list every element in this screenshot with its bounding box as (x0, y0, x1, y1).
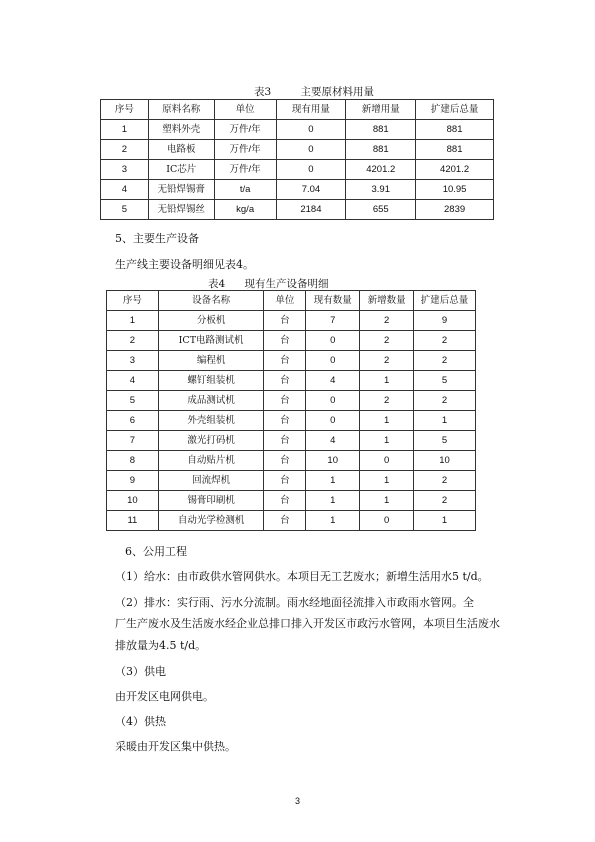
table-cell: 塑料外壳 (148, 120, 214, 140)
table-cell: 台 (264, 451, 306, 471)
table-cell: 台 (264, 331, 306, 351)
table-cell: 螺钉组装机 (158, 371, 264, 391)
section5-intro: 生产线主要设备明细见表4。 (115, 258, 254, 271)
table-cell: 5 (107, 391, 159, 411)
drainage-text-line2: 厂生产废水及生活废水经企业总排口排入开发区市政污水管网，本项目生活废水 (115, 617, 500, 630)
table3-caption-id: 表3 (254, 86, 272, 98)
table-cell: 2 (107, 331, 159, 351)
table-cell: 台 (264, 491, 306, 511)
table-cell: 锡膏印刷机 (158, 491, 264, 511)
table-row (107, 331, 476, 351)
table-cell: 2 (414, 491, 476, 511)
table-cell: 2 (101, 140, 149, 160)
table-header-row (101, 100, 494, 120)
table-cell: 5 (414, 431, 476, 451)
table-cell: 10 (107, 491, 159, 511)
table-cell: ICT电路测试机 (158, 331, 264, 351)
table-cell: 9 (107, 471, 159, 491)
drainage-text-line1: （2）排水：实行雨、污水分流制。雨水经地面径流排入市政雨水管网。全 (115, 596, 474, 609)
page-number: 3 (294, 796, 300, 806)
table-cell: 台 (264, 511, 306, 531)
table-cell: 编程机 (158, 351, 264, 371)
table-cell: 电路板 (148, 140, 214, 160)
table-cell: 无铅焊锡丝 (148, 200, 214, 220)
column-header: 单位 (264, 291, 306, 311)
table-cell: 881 (416, 120, 494, 140)
table-cell: 分板机 (158, 311, 264, 331)
column-header: 设备名称 (158, 291, 264, 311)
table-cell: 1 (306, 471, 360, 491)
table-row (101, 140, 494, 160)
table-cell: 10.95 (416, 180, 494, 200)
water-supply-text: （1）给水：由市政供水管网供水。本项目无工艺废水；新增生活用水5 t/d。 (115, 570, 489, 583)
table4-body (107, 291, 476, 531)
column-header: 新增数量 (360, 291, 414, 311)
table-cell: 回流焊机 (158, 471, 264, 491)
column-header: 原料名称 (148, 100, 214, 120)
table-cell: 激光打码机 (158, 431, 264, 451)
table-cell: 台 (264, 371, 306, 391)
table-cell: 2839 (416, 200, 494, 220)
table-cell: 2 (414, 351, 476, 371)
table-cell: 台 (264, 411, 306, 431)
table-cell: 2 (360, 331, 414, 351)
table-cell: 台 (264, 391, 306, 411)
table-cell: 8 (107, 451, 159, 471)
table-cell: 4201.2 (346, 160, 416, 180)
table-cell: 3.91 (346, 180, 416, 200)
column-header: 现有数量 (306, 291, 360, 311)
table-cell: 1 (107, 311, 159, 331)
column-header: 现有用量 (276, 100, 346, 120)
table-cell: 0 (276, 140, 346, 160)
table-cell: 3 (107, 351, 159, 371)
table-cell: 2 (414, 331, 476, 351)
table-cell: 2 (360, 351, 414, 371)
table-cell: 2 (414, 471, 476, 491)
table-cell: IC芯片 (148, 160, 214, 180)
heating-text: 采暖由开发区集中供热。 (115, 740, 236, 753)
table-cell: 655 (346, 200, 416, 220)
heating-heading: （4）供热 (115, 715, 166, 728)
table-cell: 1 (414, 511, 476, 531)
table-cell: 1 (360, 431, 414, 451)
table-cell: 1 (360, 411, 414, 431)
table3-caption (254, 84, 374, 99)
table-cell: 自动贴片机 (158, 451, 264, 471)
column-header: 新增用量 (346, 100, 416, 120)
table-cell: 0 (306, 391, 360, 411)
table-row (107, 491, 476, 511)
table-row (107, 471, 476, 491)
table-cell: 0 (306, 411, 360, 431)
drainage-text-line3: 排放量为4.5 t/d。 (115, 639, 207, 652)
table-cell: 1 (360, 471, 414, 491)
table-cell: 4 (306, 371, 360, 391)
table-cell: 2 (360, 311, 414, 331)
table-cell: 11 (107, 511, 159, 531)
table-cell: 0 (306, 331, 360, 351)
table-row (107, 411, 476, 431)
table-cell: 4 (306, 431, 360, 451)
table-cell: 0 (360, 451, 414, 471)
table-row (107, 371, 476, 391)
column-header: 序号 (101, 100, 149, 120)
table-cell: 7 (306, 311, 360, 331)
table3-body (101, 100, 494, 220)
table-row (107, 431, 476, 451)
table-row (107, 351, 476, 371)
table-cell: 9 (414, 311, 476, 331)
table-cell: 外壳组装机 (158, 411, 264, 431)
table-cell: 881 (346, 140, 416, 160)
table-cell: 881 (346, 120, 416, 140)
table-cell: 1 (101, 120, 149, 140)
table-cell: 10 (306, 451, 360, 471)
table-cell: 5 (101, 200, 149, 220)
equipment-table (106, 290, 476, 531)
table-cell: 7 (107, 431, 159, 451)
table-cell: 0 (306, 351, 360, 371)
table4-caption (208, 276, 329, 291)
table-cell: 1 (414, 411, 476, 431)
table-cell: 台 (264, 351, 306, 371)
table4-caption-title: 现有生产设备明细 (244, 278, 329, 290)
table4-caption-id: 表4 (208, 278, 226, 290)
table-cell: 0 (276, 160, 346, 180)
table-cell: 1 (360, 371, 414, 391)
table-cell: 1 (306, 511, 360, 531)
table-cell: 3 (101, 160, 149, 180)
table-cell: 自动光学检测机 (158, 511, 264, 531)
power-text: 由开发区电网供电。 (115, 690, 214, 703)
column-header: 扩建后总量 (414, 291, 476, 311)
table-row (107, 511, 476, 531)
table-cell: 万件/年 (214, 120, 276, 140)
table-cell: 1 (306, 491, 360, 511)
table-row (101, 120, 494, 140)
table-cell: 5 (414, 371, 476, 391)
table-row (101, 180, 494, 200)
table-cell: 4201.2 (416, 160, 494, 180)
column-header: 序号 (107, 291, 159, 311)
table-cell: 万件/年 (214, 140, 276, 160)
table-cell: 台 (264, 311, 306, 331)
table-cell: 0 (360, 511, 414, 531)
table-cell: kg/a (214, 200, 276, 220)
table-cell: 台 (264, 431, 306, 451)
table-row (101, 200, 494, 220)
table-cell: 0 (276, 120, 346, 140)
table-cell: 10 (414, 451, 476, 471)
table-row (101, 160, 494, 180)
column-header: 单位 (214, 100, 276, 120)
table3-caption-title: 主要原材料用量 (300, 86, 375, 98)
table-cell: 无铅焊锡膏 (148, 180, 214, 200)
table-cell: 台 (264, 471, 306, 491)
table-header-row (107, 291, 476, 311)
table-cell: 4 (107, 371, 159, 391)
column-header: 扩建后总量 (416, 100, 494, 120)
table-row (107, 391, 476, 411)
table-cell: 7.04 (276, 180, 346, 200)
section6-heading: 6、公用工程 (125, 545, 187, 558)
table-cell: 1 (360, 491, 414, 511)
table-cell: t/a (214, 180, 276, 200)
table-row (107, 311, 476, 331)
table-cell: 2184 (276, 200, 346, 220)
section5-heading: 5、主要生产设备 (115, 232, 199, 245)
table-cell: 万件/年 (214, 160, 276, 180)
table-row (107, 451, 476, 471)
table-cell: 成品测试机 (158, 391, 264, 411)
raw-materials-table (100, 99, 494, 220)
table-cell: 881 (416, 140, 494, 160)
table-cell: 6 (107, 411, 159, 431)
table-cell: 2 (360, 391, 414, 411)
table-cell: 2 (414, 391, 476, 411)
table-cell: 4 (101, 180, 149, 200)
power-heading: （3）供电 (115, 665, 166, 678)
